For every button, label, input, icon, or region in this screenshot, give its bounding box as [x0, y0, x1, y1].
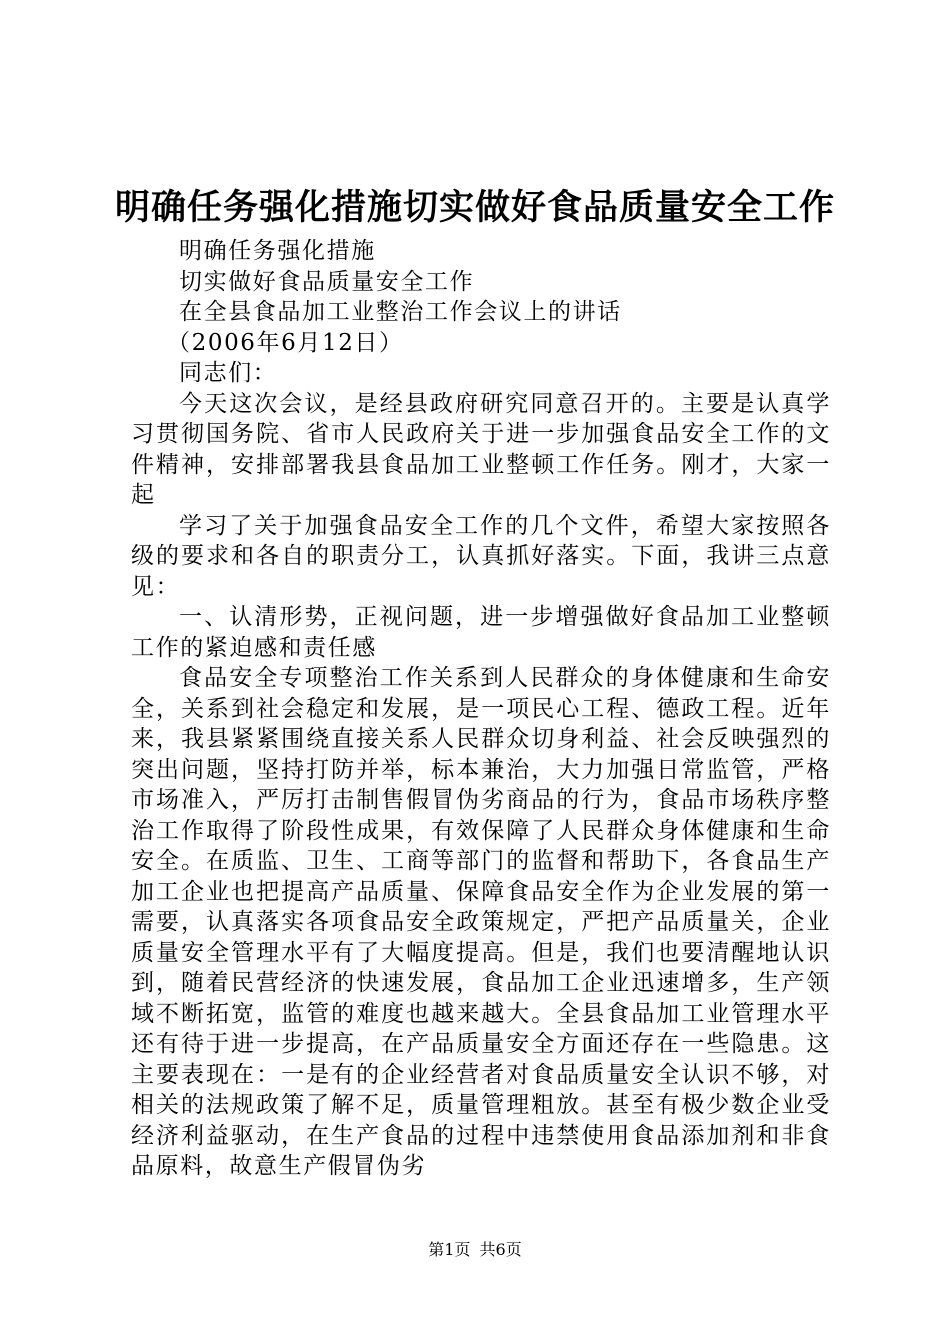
salutation: 同志们：	[179, 360, 278, 386]
page-footer: 第1页 共6页	[428, 1240, 522, 1259]
document-title: 明确任务强化措施切实做好食品质量安全工作	[114, 187, 835, 228]
document-body	[131, 236, 831, 1182]
section-heading-1: 一、认清形势，正视问题，进一步增强做好食品加工业整顿工作的紧迫感和责任感	[131, 604, 831, 661]
paragraph-1: 今天这次会议，是经县政府研究同意召开的。主要是认真学习贯彻国务院、省市人民政府关于进一步加强食品安全工作的文件精神，安排部署我县食品加工业整顿工作任务。刚才，大家一起	[131, 390, 831, 508]
paragraph-2: 学习了关于加强食品安全工作的几个文件，希望大家按照各级的要求和各自的职责分工，认真抓好落实。下面，我讲三点意见：	[131, 512, 831, 600]
speech-date: （2006年6月12日）	[167, 329, 404, 356]
subtitle-line-1: 明确任务强化措施	[179, 238, 376, 264]
paragraph-3: 食品安全专项整治工作关系到人民群众的身体健康和生命安全，关系到社会稳定和发展，是一项民心工程、德政工程。近年来，我县紧紧围绕直接关系人民群众切身利益、社会反映强烈的突出问题，坚持打防并举，标本兼治，大力加强日常监管，严格市场准入，严厉打击制售假冒伪劣商品的行为，食品市场秩序整治工作取得了阶段性成果，有效保障了人民群众身体健康和生命安全。在质监、卫生、工商等部门的监督和帮助下，各食品生产加工企业也把提高产品质量、保障食品安全作为企业发展的第一需要，认真落实各项食品安全政策规定，严把产品质量关，企业质量安全管理水平有了大幅度提高。但是，我们也要清醒地认识到，随着民营经济的快速发展，食品加工企业迅速增多，生产领域不断拓宽，监管的难度也越来越大。全县食品加工业管理水平还有待于进一步提高，在产品质量安全方面还存在一些隐患。这主要表现在：一是有的企业经营者对食品质量安全认识不够，对相关的法规政策了解不足，质量管理粗放。甚至有极少数企业受经济利益驱动，在生产食品的过程中违禁使用食品添加剂和非食品原料，故意生产假冒伪劣	[131, 665, 831, 1179]
speech-occasion: 在全县食品加工业整治工作会议上的讲话	[179, 299, 622, 325]
subtitle-line-2: 切实做好食品质量安全工作	[179, 268, 475, 295]
